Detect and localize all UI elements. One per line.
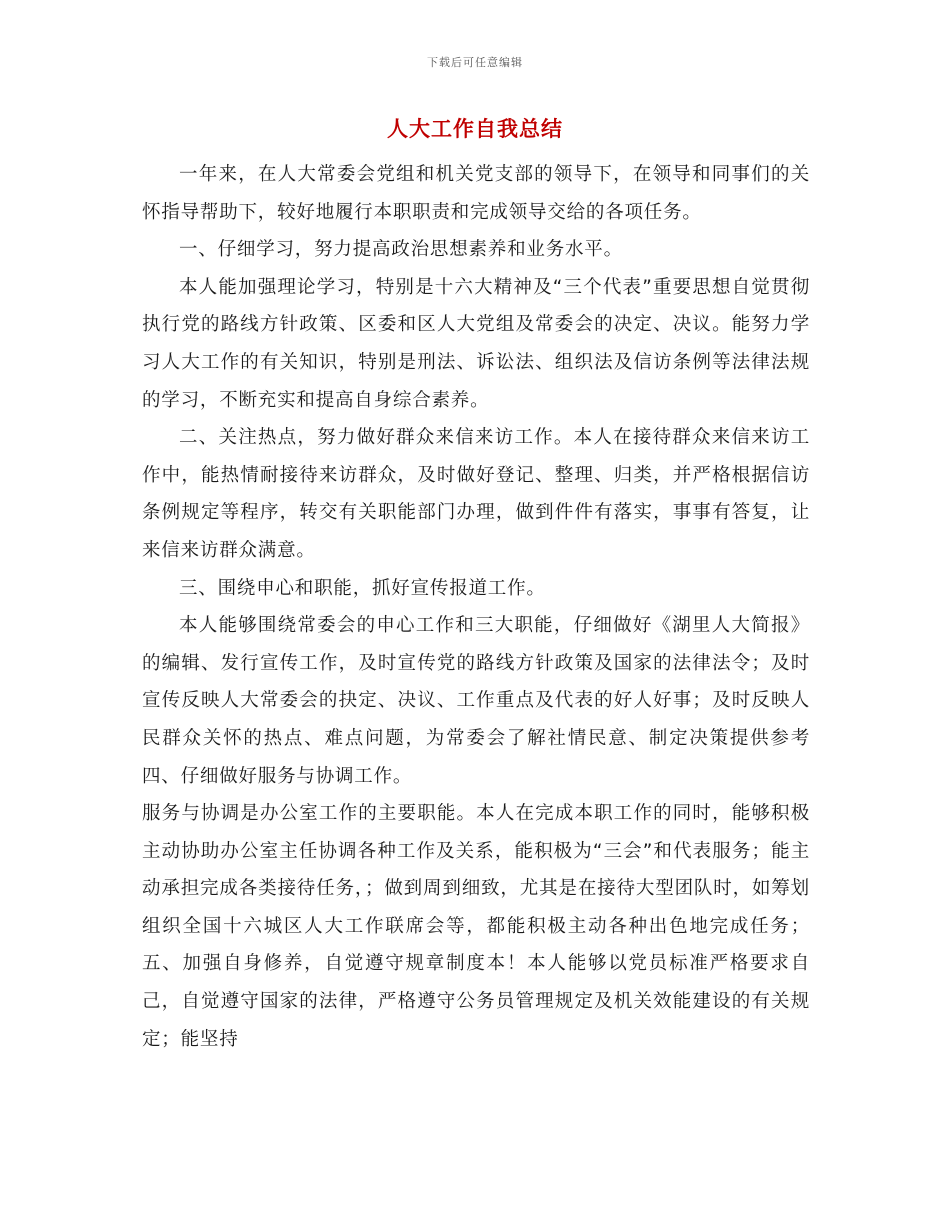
paragraph-study: 本人能加强理论学习，特别是十六大精神及“三个代表”重要思想自觉贯彻执行党的路线方针政策、区委和区人大党组及常委会的决定、决议。能努力学习人大工作的有关知识，特别是刑法、诉讼法、组织法及信访条例等法律法规的学习，不断充实和提高自身综合素养。 — [142, 276, 810, 411]
document-title: 人大工作自我总结 — [387, 117, 563, 141]
paragraph-intro: 一年来，在人大常委会党组和机关党支部的领导下，在领导和同事们的关怀指导帮助下，较好地履行本职职责和完成领导交给的各项任务。 — [142, 164, 810, 223]
header-note: 下载后可任意编辑 — [427, 56, 523, 69]
section-heading-3: 三、围绕申心和职能，抓好宣传报道工作。 — [179, 577, 546, 599]
section-heading-1: 一、仔细学习，努力提高政治思想素养和业务水平。 — [179, 239, 623, 261]
document-body — [142, 156, 810, 1058]
section-heading-2-paragraph: 二、关注热点，努力做好群众来信来访工作。本人在接待群众来信来访工作中，能热情耐接待来访群众，及时做好登记、整理、归类，并严格根据信访条例规定等程序，转交有关职能部门办理，做到件件有落实，事事有答复，让来信来访群众满意。 — [142, 427, 810, 561]
paragraph-service: 服务与协调是办公室工作的主要职能。本人在完成本职工作的同时，能够积极主动协助办公室主任协调各种工作及关系，能积极为“三会”和代表服务；能主动承担完成各类接待任务，；做到周到细致，尤其是在接待大型团队时，如筹划组织全国十六城区人大工作联席会等，都能积极主动各种出色地完成任务；五、加强自身修养，自觉遵守规章制度本！本人能够以党员标准严格要求自己，自觉遵守国家的法律，严格遵守公务员管理规定及机关效能建设的有关规定；能坚持 — [142, 803, 810, 1050]
paragraph-publicity: 本人能够围绕常委会的申心工作和三大职能，仔细做好《湖里人大简报》的编辑、发行宣传工作，及时宣传党的路线方针政策及国家的法律法令；及时宣传反映人大常委会的抉定、决议、工作重点及代表的好人好事；及时反映人民群众关怀的热点、难点问题，为常委会了解社情民意、制定决策提供参考四、仔细做好服务与协调工作。 — [142, 615, 810, 787]
